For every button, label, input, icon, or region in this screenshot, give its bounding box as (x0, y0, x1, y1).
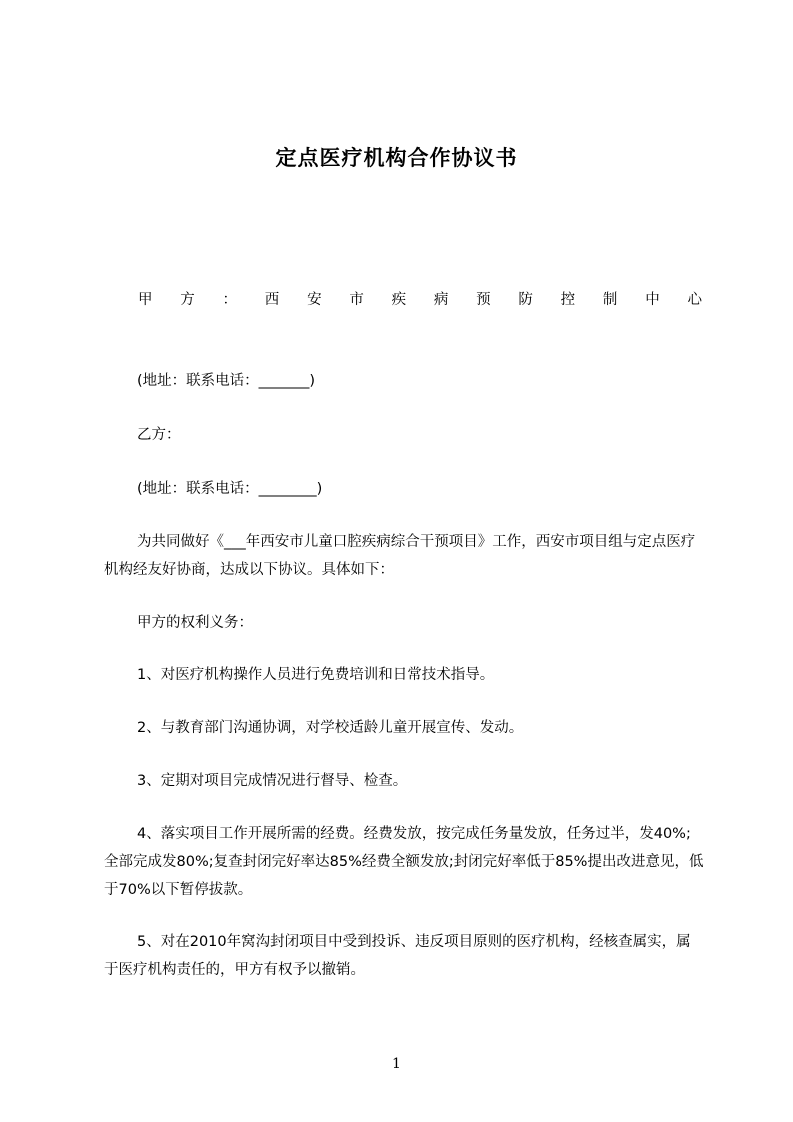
address-line-b: (地址：联系电话：________) (137, 481, 323, 497)
party-a-char: 制 (602, 292, 618, 308)
section-a-heading: 甲方的权利义务： (137, 615, 253, 631)
party-a-char: 中 (645, 292, 660, 308)
party-a-char: 预 (476, 292, 491, 308)
party-a-char: 西 (264, 292, 280, 308)
party-b-label: 乙方： (137, 427, 181, 443)
party-a-char: 心 (687, 292, 702, 308)
party-a-char: 安 (307, 292, 322, 308)
clause-4: 4、落实项目工作开展所需的经费。经费发放，按完成任务量发放，任务过半，发40%;全部完成发80%;复查封闭完好率达85%经费全额发放;封闭完好率低于85%提出改进意见，低于70%以下暂停拔款。 (104, 826, 704, 898)
party-a-char: 控 (560, 292, 576, 308)
intro-paragraph: 为共同做好《___年西安市儿童口腔疾病综合干预项目》工作，西安市项目组与定点医疗机构经友好协商，达成以下协议。具体如下： (104, 534, 696, 578)
address-line-a: (地址：联系电话：_______) (137, 373, 316, 389)
document-title: 定点医疗机构合作协议书 (275, 146, 518, 170)
party-a-char: 防 (518, 292, 533, 308)
clause-2: 2、与教育部门沟通协调，对学校适龄儿童开展宣传、发动。 (137, 720, 524, 736)
clause-1: 1、对医疗机构操作人员进行免费培训和日常技术指导。 (137, 667, 495, 683)
clause-3: 3、定期对项目完成情况进行督导、检查。 (137, 773, 408, 789)
clause-5: 5、对在2010年窝沟封闭项目中受到投诉、违反项目原则的医疗机构，经核查属实，属于医疗机构责任的，甲方有权予以撤销。 (104, 934, 691, 978)
party-a-char: ： (222, 292, 238, 308)
party-a-char: 甲 (138, 292, 153, 308)
party-a-char: 市 (349, 292, 364, 308)
party-a-char: 疾 (391, 292, 407, 308)
party-a-char: 病 (433, 292, 449, 308)
party-a-line (138, 288, 702, 309)
page-number: 1 (392, 1056, 401, 1072)
party-a-char: 方 (180, 292, 195, 308)
